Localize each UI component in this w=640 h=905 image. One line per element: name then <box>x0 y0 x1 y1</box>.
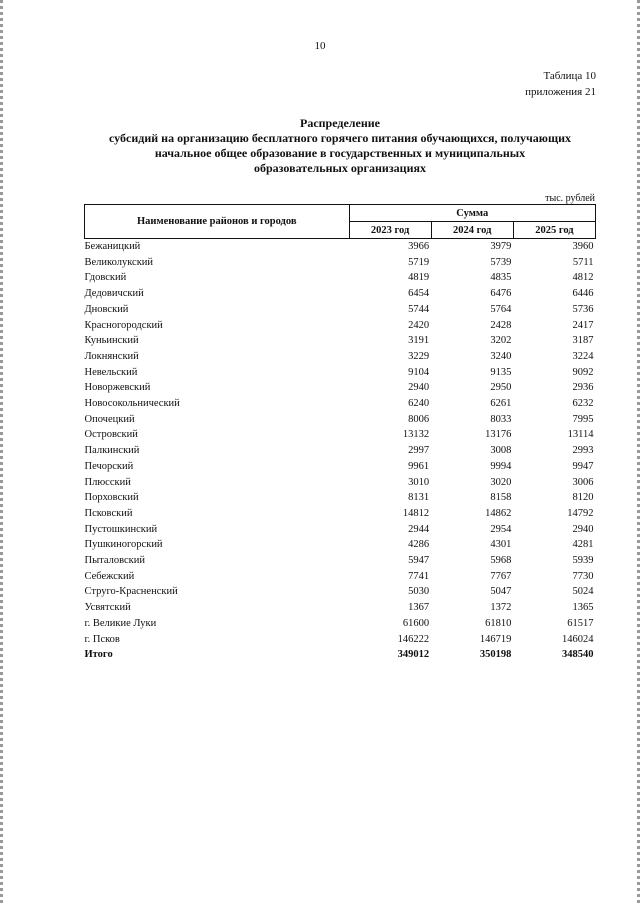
page-number: 10 <box>314 40 326 52</box>
table-row <box>85 475 596 491</box>
document-title <box>60 116 620 176</box>
value-2024: 2954 <box>490 523 512 535</box>
value-2025: 61517 <box>567 617 594 629</box>
value-2023: 8131 <box>408 492 430 504</box>
header-sum: Сумма <box>349 205 595 222</box>
table-total-row <box>85 647 596 663</box>
value-2025: 14792 <box>567 507 594 519</box>
value-2024: 8158 <box>490 492 512 504</box>
header-year-2025: 2025 год <box>513 222 595 239</box>
value-2025: 9092 <box>572 366 594 378</box>
table-row <box>85 349 596 365</box>
value-2025: 3006 <box>572 476 594 488</box>
value-2024: 4835 <box>490 272 512 284</box>
table-row <box>85 286 596 302</box>
table-row <box>85 506 596 522</box>
value-2024: 5739 <box>490 256 512 268</box>
value-2025: 2993 <box>572 445 594 457</box>
value-2023: 3191 <box>408 335 430 347</box>
value-2025: 9947 <box>572 460 594 472</box>
district-name: Великолукский <box>84 256 154 268</box>
district-name: Гдовский <box>84 272 127 284</box>
district-name: Плюсский <box>84 476 131 488</box>
value-2025: 7730 <box>572 570 594 582</box>
value-2025: 2936 <box>572 382 594 394</box>
value-2023: 9104 <box>408 366 430 378</box>
value-2023: 5947 <box>408 555 430 567</box>
title-line4: образовательных организациях <box>254 161 426 175</box>
total-value-2025: 348540 <box>562 649 594 661</box>
table-row <box>85 459 596 475</box>
value-2024: 14862 <box>485 507 512 519</box>
value-2023: 7741 <box>408 570 430 582</box>
table-row <box>85 569 596 585</box>
value-2024: 146719 <box>479 633 512 645</box>
value-2025: 4812 <box>572 272 594 284</box>
value-2025: 3960 <box>572 241 594 252</box>
value-2024: 3020 <box>490 476 512 488</box>
district-name: Печорский <box>84 460 134 472</box>
value-2023: 5744 <box>408 303 430 315</box>
value-2024: 61810 <box>485 617 512 629</box>
table-row <box>85 443 596 459</box>
value-2025: 5024 <box>572 586 594 598</box>
table-row <box>85 380 596 396</box>
table-row <box>85 270 596 286</box>
header-year-2023: 2023 год <box>349 222 431 239</box>
value-2024: 8033 <box>490 413 512 425</box>
value-2023: 8006 <box>408 413 430 425</box>
scan-edge-left <box>0 0 3 905</box>
value-2023: 2997 <box>408 445 430 457</box>
value-2024: 13176 <box>485 429 512 441</box>
table-row <box>85 365 596 381</box>
value-2024: 5764 <box>490 303 512 315</box>
value-2025: 6446 <box>572 288 594 300</box>
value-2023: 61600 <box>402 617 430 629</box>
district-name: Новосокольнический <box>84 398 180 410</box>
district-name: Порховский <box>84 492 139 504</box>
table-row <box>85 427 596 443</box>
value-2024: 7767 <box>490 570 512 582</box>
district-name: Опочецкий <box>84 413 135 425</box>
title-line3: начальное общее образование в государственных и муниципальных <box>154 146 526 160</box>
value-2023: 2944 <box>408 523 430 535</box>
subsidy-table <box>84 204 596 663</box>
value-2023: 1367 <box>408 602 430 614</box>
units-label: тыс. рублей <box>545 193 595 204</box>
table-row <box>85 632 596 648</box>
value-2024: 9135 <box>490 366 512 378</box>
district-name: Пыталовский <box>84 555 145 567</box>
value-2023: 2420 <box>408 319 430 331</box>
table-body <box>85 239 596 663</box>
district-name: Куньинский <box>84 335 139 347</box>
table-reference-line1: Таблица 10 <box>543 70 596 82</box>
district-name: Струго-Красненский <box>84 586 178 598</box>
district-name: Пустошкинский <box>84 523 158 535</box>
value-2023: 4286 <box>408 539 430 551</box>
value-2025: 8120 <box>572 492 594 504</box>
table-row <box>85 553 596 569</box>
district-name: Красногородский <box>84 319 163 331</box>
value-2025: 4281 <box>572 539 594 551</box>
table-row <box>85 584 596 600</box>
table-row <box>85 490 596 506</box>
value-2024: 4301 <box>490 539 512 551</box>
district-name: Островский <box>84 429 138 441</box>
district-name: Себежский <box>84 570 135 582</box>
value-2024: 5047 <box>490 586 512 598</box>
value-2024: 2950 <box>490 382 512 394</box>
table-reference <box>525 68 596 100</box>
table-row <box>85 600 596 616</box>
table-row <box>85 333 596 349</box>
district-name: Локнянский <box>84 350 139 362</box>
value-2025: 5939 <box>572 555 594 567</box>
table-row <box>85 537 596 553</box>
district-name: г. Псков <box>84 633 120 645</box>
value-2023: 3966 <box>408 241 430 252</box>
value-2025: 5736 <box>572 303 594 315</box>
value-2025: 5711 <box>572 256 594 268</box>
value-2023: 4819 <box>408 272 430 284</box>
value-2023: 146222 <box>397 633 430 645</box>
value-2024: 2428 <box>490 319 512 331</box>
header-name: Наименование районов и городов <box>85 205 350 239</box>
value-2023: 6454 <box>408 288 430 300</box>
value-2023: 2940 <box>408 382 430 394</box>
table-row <box>85 318 596 334</box>
table-row <box>85 396 596 412</box>
value-2025: 1365 <box>572 602 594 614</box>
value-2023: 9961 <box>408 460 430 472</box>
total-value-2024: 350198 <box>479 649 512 661</box>
value-2024: 6261 <box>490 398 512 410</box>
total-label: Итого <box>84 649 113 661</box>
value-2025: 2940 <box>572 523 594 535</box>
district-name: Бежаницкий <box>84 241 141 252</box>
value-2024: 1372 <box>490 602 512 614</box>
district-name: Новоржевский <box>84 382 151 394</box>
value-2023: 3229 <box>408 350 430 362</box>
header-year-2024: 2024 год <box>431 222 513 239</box>
value-2024: 3202 <box>490 335 512 347</box>
value-2023: 5030 <box>408 586 430 598</box>
value-2025: 3187 <box>572 335 594 347</box>
district-name: г. Великие Луки <box>84 617 157 629</box>
value-2025: 146024 <box>562 633 594 645</box>
table-row <box>85 302 596 318</box>
value-2024: 3979 <box>490 241 512 252</box>
value-2025: 3224 <box>572 350 594 362</box>
value-2025: 7995 <box>572 413 594 425</box>
value-2023: 3010 <box>408 476 430 488</box>
title-line1: Распределение <box>299 116 381 130</box>
district-name: Невельский <box>84 366 138 378</box>
value-2024: 9994 <box>490 460 512 472</box>
table-row <box>85 522 596 538</box>
value-2023: 6240 <box>408 398 430 410</box>
value-2024: 6476 <box>490 288 512 300</box>
value-2024: 5968 <box>490 555 512 567</box>
title-line2: субсидий на организацию бесплатного горячего питания обучающихся, получающих <box>109 131 571 145</box>
table-reference-line2: приложения 21 <box>525 86 596 98</box>
value-2025: 13114 <box>567 429 594 441</box>
district-name: Усвятский <box>84 602 131 614</box>
table-row <box>85 412 596 428</box>
table-row <box>85 616 596 632</box>
district-name: Дновский <box>84 303 129 315</box>
table-row <box>85 239 596 255</box>
value-2025: 2417 <box>572 319 594 331</box>
value-2024: 3240 <box>490 350 512 362</box>
value-2023: 13132 <box>402 429 430 441</box>
table-row <box>85 255 596 271</box>
value-2023: 5719 <box>408 256 430 268</box>
district-name: Палкинский <box>84 445 140 457</box>
district-name: Псковский <box>84 507 133 519</box>
value-2025: 6232 <box>572 398 594 410</box>
total-value-2023: 349012 <box>397 649 430 661</box>
value-2023: 14812 <box>402 507 430 519</box>
value-2024: 3008 <box>490 445 512 457</box>
district-name: Пушкиногорский <box>84 539 163 551</box>
district-name: Дедовичский <box>84 288 144 300</box>
